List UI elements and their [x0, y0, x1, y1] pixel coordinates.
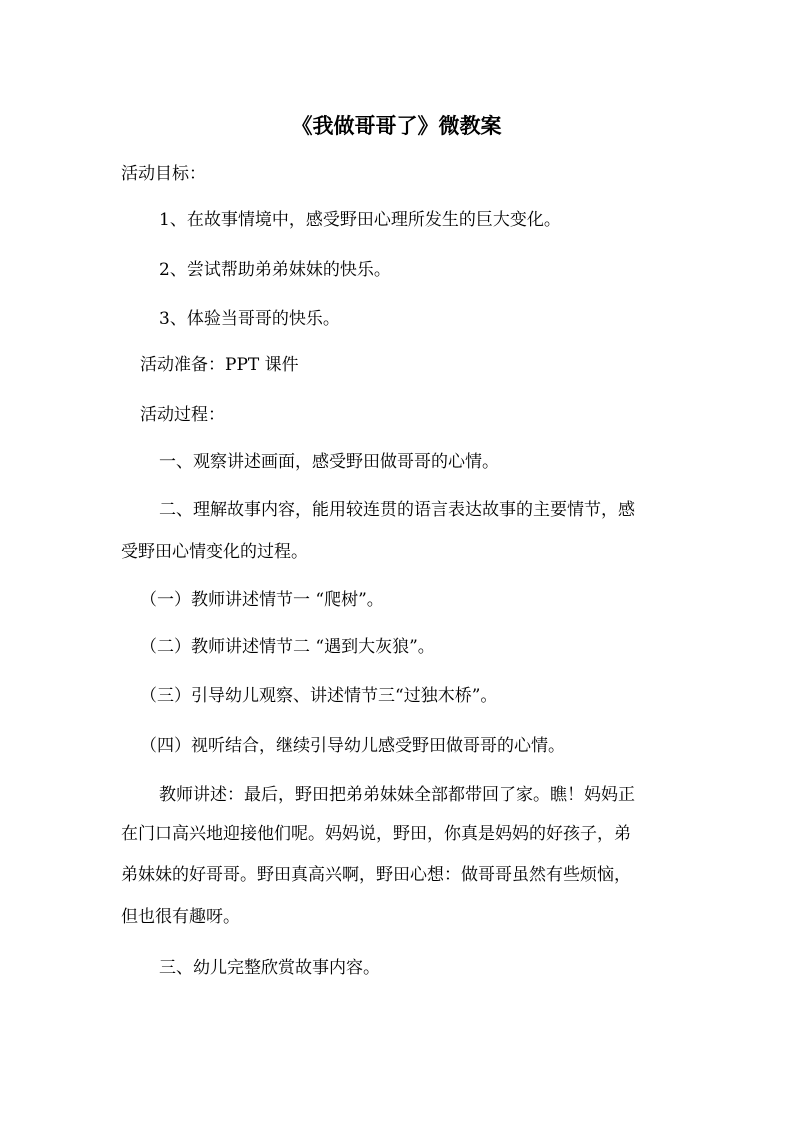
- substep-2: （二）教师讲述情节二 “遇到大灰狼”。: [140, 637, 435, 657]
- process-step-1: 一、观察讲述画面，感受野田做哥哥的心情。: [159, 452, 499, 472]
- goal-item-2: 2、尝试帮助弟弟妹妹的快乐。: [159, 260, 391, 280]
- goal-item-1: 1、在故事情境中，感受野田心理所发生的巨大变化。: [159, 210, 561, 230]
- document-title: 《我做哥哥了》微教案: [291, 114, 502, 138]
- process-step-3: 三、幼儿完整欣赏故事内容。: [159, 958, 380, 978]
- teacher-narration-line-4: 但也很有趣呀。: [121, 907, 240, 927]
- teacher-narration-line-1: 教师讲述：最后，野田把弟弟妹妹全部都带回了家。瞧！妈妈正: [159, 785, 635, 805]
- process-step-2-line-2: 受野田心情变化的过程。: [121, 542, 308, 562]
- teacher-narration-line-2: 在门口高兴地迎接他们呢。妈妈说，野田，你真是妈妈的好孩子，弟: [121, 824, 631, 844]
- goals-heading: 活动目标：: [121, 164, 206, 184]
- substep-4: （四）视听结合，继续引导幼儿感受野田做哥哥的心情。: [140, 736, 565, 756]
- goal-item-3: 3、体验当哥哥的快乐。: [159, 309, 340, 329]
- substep-1: （一）教师讲述情节一 “爬树”。: [140, 590, 384, 610]
- process-heading: 活动过程：: [140, 405, 225, 425]
- process-step-2-line-1: 二、理解故事内容，能用较连贯的语言表达故事的主要情节，感: [159, 500, 635, 520]
- preparation-line: 活动准备：PPT 课件: [140, 355, 299, 375]
- teacher-narration-line-3: 弟妹妹的好哥哥。野田真高兴啊，野田心想：做哥哥虽然有些烦恼，: [121, 865, 631, 885]
- substep-3: （三）引导幼儿观察、讲述情节三“过独木桥”。: [140, 686, 498, 706]
